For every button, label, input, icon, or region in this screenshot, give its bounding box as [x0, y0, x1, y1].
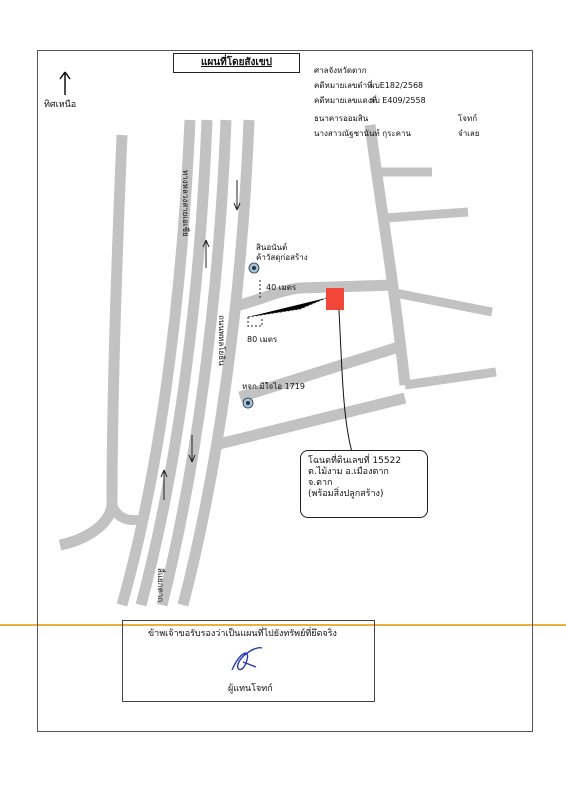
deed-line-3: จ.ตาก [308, 478, 333, 488]
certification-statement: ข้าพเจ้าขอรับรองว่าเป็นแผนที่ไปยังทรัพย์ที่ยึดจริง [148, 629, 337, 639]
road-side-2 [385, 212, 468, 218]
defendant-name: นางสาวณัฐชานันท์ กุระคาน [314, 129, 411, 138]
deed-line-1: โฉนดที่ดินเลขที่ 15522 [308, 456, 402, 466]
shop-name-line2: ค้าวัสดุก่อสร้าง [256, 253, 308, 262]
plaintiff-role: โจทก์ [458, 114, 478, 123]
distance-40-label: 40 เมตร [266, 283, 297, 292]
distance-bracket-80 [248, 317, 262, 326]
deed-callout [300, 450, 428, 518]
road-side-3 [395, 293, 492, 312]
north-label: ทิศเหนือ [44, 100, 77, 110]
sign-landmark-icon [243, 398, 253, 408]
direction-arrow-2 [234, 180, 240, 210]
north-arrow-icon [58, 70, 72, 96]
shop-name-line1: สินอนันต์ [256, 243, 288, 252]
court-name: ศาลจังหวัดตาก [314, 66, 367, 75]
road-label-left: ถนนพหลโยธิน [217, 315, 226, 366]
plaintiff-name: ธนาคารออมสิน [314, 114, 369, 123]
road-left [60, 135, 122, 545]
deed-line-4: (พร้อมสิ่งปลูกสร้าง) [308, 489, 384, 499]
village-sign-label: หจก.มีใจไอ 1719 [242, 382, 305, 391]
distance-80-label: 80 เมตร [247, 335, 278, 344]
red-case-prefix: คดีหมายเลขแดงที่ [314, 96, 377, 105]
deed-line-2: ต.ไม้งาม อ.เมืองตาก [308, 467, 389, 477]
map-title: แผนที่โดยสังเขป [173, 53, 300, 73]
black-case-prefix: คดีหมายเลขดำที่ [314, 81, 373, 90]
signer-role: ผู้แทนโจทก์ [228, 684, 273, 694]
defendant-role: จำเลย [458, 129, 480, 138]
road-side-4 [405, 372, 496, 385]
black-case-number: ผบE182/2568 [370, 81, 424, 90]
shop-landmark-icon [249, 263, 259, 273]
leader-line [339, 310, 352, 452]
red-case-number: ผบ E409/2558 [370, 96, 426, 105]
road-label-top: ทางหลวงสายเอเชีย [181, 170, 190, 237]
road-label-bottom: สี่แยกตาก [156, 568, 165, 603]
property-marker [326, 288, 344, 310]
